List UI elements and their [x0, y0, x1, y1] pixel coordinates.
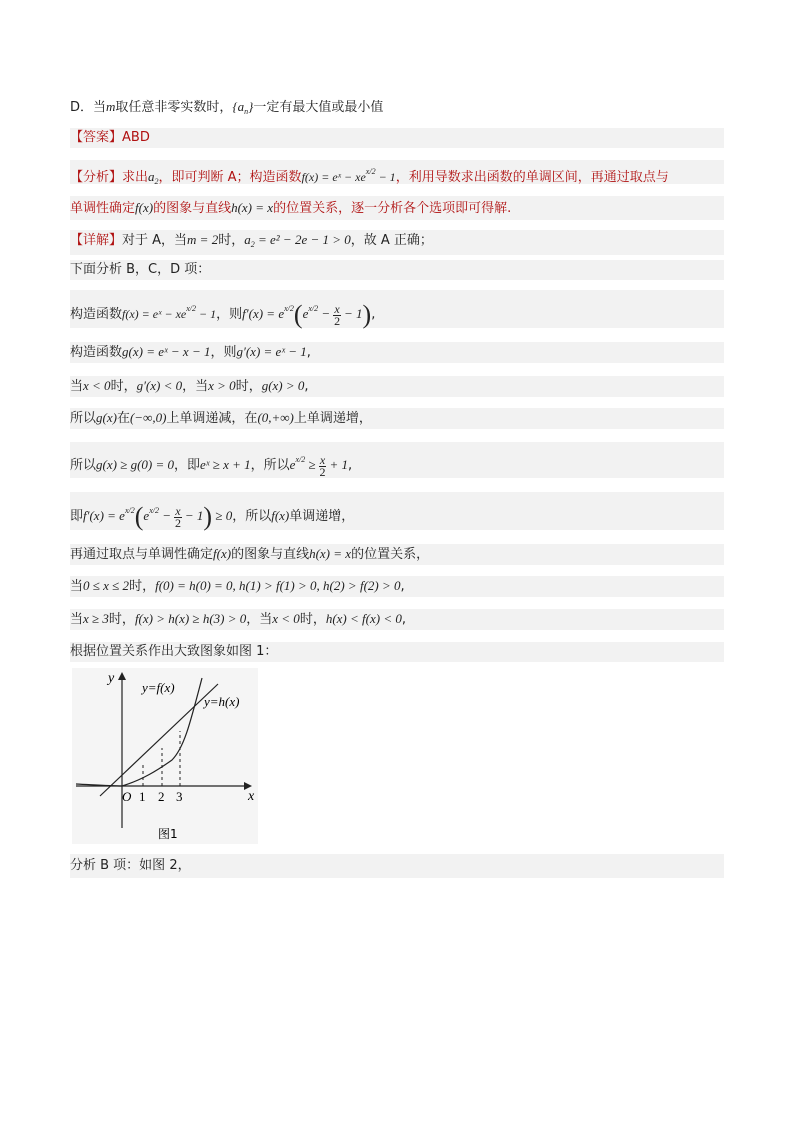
line-10-text: ，即 [174, 458, 201, 473]
math-gx: g(x) [96, 410, 117, 425]
paren-close: ) [362, 300, 372, 330]
fraction-x-2 [174, 503, 181, 530]
fprime-text: f′(x) = e [83, 508, 125, 523]
ge: ≥ [305, 457, 319, 472]
exp-2: 2 [371, 167, 376, 176]
analysis-tag: 【分析】 [70, 170, 123, 185]
line-11 [70, 492, 724, 530]
option-d-line [70, 97, 724, 122]
sequence-an [232, 99, 253, 114]
math-half-ineq [289, 452, 348, 479]
detail-text: 时， [218, 233, 245, 248]
line-7-text: 构造函数 [70, 345, 123, 360]
line-14-text: 当 [70, 612, 84, 627]
a2-base: a [244, 232, 251, 247]
math-fx: f(x) [135, 200, 154, 215]
line-13-text: 时， [129, 579, 156, 594]
e-exp: x/2 [149, 506, 159, 515]
tick-2: 2 [158, 789, 165, 804]
exp-x: x [295, 455, 300, 464]
math-g-ineq: g(x) ≥ g(0) = 0 [96, 457, 175, 472]
frac-num: x [319, 452, 326, 467]
exp-x: x [365, 167, 370, 176]
a2-sub: 2 [154, 177, 159, 186]
fdef-tail: − 1 [375, 170, 396, 184]
line-11-text: 即 [70, 509, 84, 524]
option-d-end: 一定有最大值或最小值 [253, 100, 384, 115]
figure-1-svg [72, 668, 258, 844]
math-m2: m = 2 [187, 232, 219, 247]
y-axis-arrow [118, 672, 126, 680]
detail-text: 对于 A，当 [122, 233, 188, 248]
line-8-text: 当 [70, 379, 84, 394]
line-5 [70, 260, 724, 280]
answer-value: ABD [122, 130, 150, 145]
line-12-text: 的图象与直线 [231, 547, 310, 562]
frac-num: x [334, 301, 340, 316]
figure-1 [72, 668, 258, 844]
line-14-text: 时， [299, 612, 326, 627]
math-range-3-result: h(x) < f(x) < 0 [325, 611, 402, 626]
math-a2-value [244, 232, 351, 247]
line-10-text: 所以 [70, 458, 97, 473]
math-fx: f(x) [213, 546, 232, 561]
an-sub: n [244, 107, 249, 116]
e-base: e [302, 306, 309, 321]
exp-2: 2 [130, 506, 135, 515]
detail-line-1 [70, 230, 724, 255]
math-range-2: x ≥ 3 [83, 611, 109, 626]
option-d-text: 取任意非零实数时， [115, 100, 233, 115]
line-11-text: 单调递增， [289, 509, 355, 524]
exp-x: x [186, 304, 190, 313]
fdef-exp: x/2 [186, 304, 197, 313]
line-15-text: 根据位置关系作出大致图象如图 1： [70, 644, 278, 659]
line-16 [70, 854, 724, 878]
line-12 [70, 544, 724, 565]
line-6-text: 构造函数 [70, 307, 123, 322]
analysis-line-2 [70, 196, 724, 220]
exp-2: 2 [314, 304, 319, 313]
math-fdef [122, 304, 217, 321]
var-m: m [106, 99, 116, 114]
frac-num: x [175, 503, 181, 518]
fdef-text: f(x) = eˣ − xe [301, 170, 366, 184]
an-open: {a [232, 99, 245, 114]
fprime-text: f′(x) = e [242, 306, 285, 321]
origin-label: O [122, 789, 132, 804]
line-6-text: ，则 [216, 307, 243, 322]
math-hx: h(x) = x [231, 200, 274, 215]
figure-caption: 图1 [158, 827, 178, 841]
line-8-text: ，当 [182, 379, 209, 394]
math-fprime [83, 502, 233, 532]
line-16-text: 分析 B 项：如图 2， [70, 858, 191, 873]
option-d-label: D．当 [70, 100, 107, 115]
analysis-text: 的图象与直线 [153, 201, 232, 216]
exp-2: 2 [192, 304, 197, 313]
paren-open: ( [134, 502, 144, 532]
an-close: } [248, 99, 254, 114]
math-a2 [148, 169, 159, 184]
line-8-text: 时， [235, 379, 262, 394]
exp-2: 2 [301, 455, 306, 464]
line-15 [70, 642, 724, 662]
line-8: 当x < 0时，g′(x) < 0，当x > 0时，g(x) > 0, [70, 376, 724, 397]
detail-text: ，故 A 正确； [350, 233, 433, 248]
math-gprime-lt: g′(x) < 0 [136, 378, 183, 393]
line-14-text: ，当 [246, 612, 273, 627]
e-exp: x/2 [308, 304, 319, 313]
analysis-text: 求出 [122, 170, 149, 185]
math-fx: f(x) [271, 508, 290, 523]
fraction-x-2 [333, 301, 341, 328]
line-12-text: 的位置关系， [351, 547, 430, 562]
line-14: 当x ≥ 3时，f(x) > h(x) ≥ h(3) > 0，当x < 0时，h(x) < f(x) < 0, [70, 609, 724, 630]
minus: − [318, 306, 334, 321]
curve-f [76, 678, 202, 786]
y-label: y [108, 671, 115, 686]
math-g-gt: g(x) > 0 [261, 378, 305, 393]
line-13: 当0 ≤ x ≤ 2时，f(0) = h(0) = 0, h(1) > f(1) > 0, h(2) > f(2) > 0, [70, 576, 724, 597]
line-11-text: ，所以 [232, 509, 272, 524]
paren-open: ( [293, 300, 303, 330]
exp-x: x [149, 506, 153, 515]
line-7-text: ，则 [210, 345, 237, 360]
analysis-text: 的位置关系，逐一分析各个选项即可得解. [273, 201, 512, 216]
tick-1: 1 [139, 789, 146, 804]
line-13-text: 当 [70, 579, 84, 594]
math-exp-ineq: eˣ ≥ x + 1 [200, 457, 251, 472]
line-8-text: 时， [110, 379, 137, 394]
line-9-text: 所以 [70, 411, 97, 426]
minus-one: − 1 [181, 508, 204, 523]
minus-one: − 1 [340, 306, 363, 321]
paren-close: ) [203, 502, 213, 532]
tick-3: 3 [176, 789, 183, 804]
line-10-text: ，所以 [250, 458, 290, 473]
math-fdef [301, 167, 396, 184]
line-9 [70, 408, 724, 429]
fprime-exp: x/2 [284, 304, 294, 313]
answer-line [70, 128, 724, 148]
frac-den: 2 [174, 515, 181, 530]
math-gdef: g(x) = eˣ − x − 1 [122, 344, 211, 359]
detail-tag: 【详解】 [70, 233, 123, 248]
exp-2: 2 [155, 506, 159, 515]
line-5-text: 下面分析 B，C，D 项： [70, 262, 211, 277]
analysis-text: ，即可判断 A；构造函数 [158, 170, 302, 185]
frac-den: 2 [319, 464, 326, 479]
exp-x: x [308, 304, 312, 313]
line-10: 所以g(x) ≥ g(0) = 0，即eˣ ≥ x + 1，所以$e^{x/2}$ ≥ $\frac{x}{2}$ + 1, [70, 442, 724, 478]
math-range-3: x < 0 [272, 611, 300, 626]
math-interval-pos: (0,+∞) [257, 410, 294, 425]
a2-value: = e² − 2e − 1 > 0 [254, 232, 351, 247]
line-9-text: 在 [116, 411, 130, 426]
label-h: y=h(x) [204, 694, 240, 709]
math-gprime: g′(x) = eˣ − 1 [236, 344, 307, 359]
fdef-text: f(x) = eˣ − xe [122, 307, 187, 321]
exp-2: 2 [289, 304, 294, 313]
e-base: e [143, 508, 150, 523]
label-f: y=f(x) [142, 680, 175, 695]
ge-zero: ≥ 0 [212, 508, 233, 523]
fdef-exp: x/2 [365, 167, 376, 176]
answer-tag: 【答案】 [70, 130, 123, 145]
exp-x: x [124, 506, 129, 515]
fdef-tail: − 1 [196, 307, 217, 321]
math-range-1-result: f(0) = h(0) = 0, h(1) > f(1) > 0, h(2) > f(2) > 0 [155, 578, 401, 593]
line-14-text: 时， [108, 612, 135, 627]
fprime-exp: x/2 [124, 506, 135, 515]
math-range-2-result: f(x) > h(x) ≥ h(3) > 0 [134, 611, 247, 626]
analysis-text: ，利用导数求出函数的单调区间，再通过取点与 [395, 170, 669, 185]
math-x-lt-0: x < 0 [83, 378, 111, 393]
line-h [100, 684, 218, 796]
exp-x: x [284, 304, 288, 313]
analysis-text: 单调性确定 [70, 201, 136, 216]
line-9-text: 上单调递增， [293, 411, 372, 426]
line-9-text: 上单调递减，在 [166, 411, 258, 426]
line-12-text: 再通过取点与单调性确定 [70, 547, 214, 562]
e-exp: x/2 [295, 455, 306, 464]
e-base: e [289, 457, 296, 472]
a2-base: a [148, 169, 155, 184]
math-range-1: 0 ≤ x ≤ 2 [83, 578, 130, 593]
line-7: 构造函数g(x) = eˣ − x − 1，则g′(x) = eˣ − 1, [70, 342, 724, 363]
line-6: 构造函数f(x) = eˣ − $xe^{x/2} - 1$，则$f'(x) = e^{x/2}(e^{x/2}$ − $\frac{x}{2}$ − 1), [70, 290, 724, 328]
math-interval-neg: (−∞,0) [129, 410, 167, 425]
minus: − [159, 508, 175, 523]
analysis-line-1 [70, 160, 724, 184]
x-label: x [248, 789, 255, 804]
math-hx: h(x) = x [309, 546, 352, 561]
plus-one: + 1 [326, 457, 348, 472]
a2-sub: 2 [250, 240, 255, 249]
math-x-gt-0: x > 0 [208, 378, 236, 393]
frac-den: 2 [334, 313, 341, 328]
math-fprime [242, 300, 372, 330]
